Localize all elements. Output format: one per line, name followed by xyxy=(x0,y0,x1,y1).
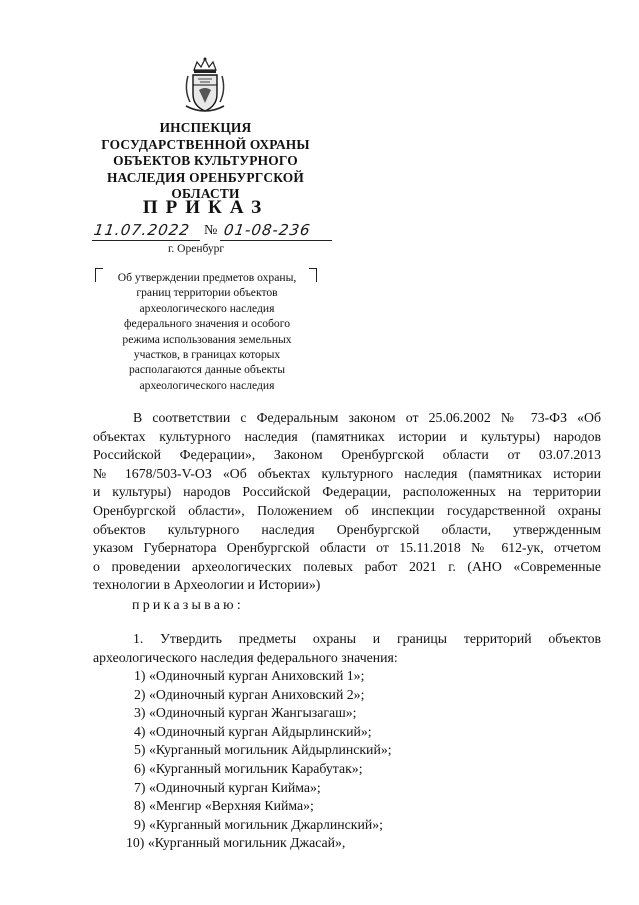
paragraph-line: указом Губернатора Оренбургской области от 15.11.2018 № 612-ук, отчетом xyxy=(93,540,601,556)
list-item: 8) «Менгир «Верхняя Кийма»; xyxy=(134,798,314,814)
corner-bracket xyxy=(95,268,103,282)
date-underline xyxy=(92,240,200,241)
paragraph-line: Российской Федерации», Законом Оренбургской области от 03.07.2013 xyxy=(93,447,601,463)
paragraph-line: объектов культурного наследия Оренбургской области, утвержденным xyxy=(93,521,601,537)
authority-line: ГОСУДАРСТВЕННОЙ ОХРАНЫ xyxy=(101,136,310,152)
paragraph-line: о проведении археологических полевых работ 2021 г. (АНО «Современные xyxy=(93,558,601,574)
list-item: 5) «Курганный могильник Айдырлинский»; xyxy=(134,742,392,758)
heritage-sites-list xyxy=(126,667,392,853)
subject-line: археологического наследия xyxy=(139,301,275,315)
handwritten-order-number: 01-08-236 xyxy=(222,221,312,239)
subject-line: границ территории объектов xyxy=(136,286,278,300)
order-item-1 xyxy=(93,630,601,667)
orders-heading: приказываю: xyxy=(132,598,244,613)
list-item: 6) «Курганный могильник Карабутак»; xyxy=(134,760,363,776)
list-item: 2) «Одиночный курган Аниховский 2»; xyxy=(134,686,365,702)
city-name: г. Оренбург xyxy=(168,243,225,255)
authority-name xyxy=(88,120,323,203)
list-item: 10) «Курганный могильник Джасай», xyxy=(126,835,346,851)
corner-bracket xyxy=(309,268,317,282)
paragraph-line: археологического наследия федерального значения: xyxy=(93,649,398,665)
subject-line: Об утверждении предметов охраны, xyxy=(117,271,297,284)
document-type-title: ПРИКАЗ xyxy=(142,197,270,218)
subject-line: располагаются данные объекты xyxy=(128,363,286,377)
authority-line: ОБЪЕКТОВ КУЛЬТУРНОГО xyxy=(113,153,298,168)
paragraph-line: 1. Утвердить предметы охраны и границы территорий объектов xyxy=(133,631,601,646)
list-item: 4) «Одиночный курган Айдырлинский»; xyxy=(134,723,372,739)
authority-line: ИНСПЕКЦИЯ xyxy=(159,120,252,135)
paragraph-line: Оренбургской области», Положением об инспекции государственной охраны xyxy=(93,502,601,518)
number-underline xyxy=(220,240,332,241)
list-item: 1) «Одиночный курган Аниховский 1»; xyxy=(134,668,365,683)
paragraph-line: объектах культурного наследия (памятниках истории и культуры) народов xyxy=(93,428,601,444)
orenburg-coat-of-arms-icon xyxy=(180,56,230,116)
date-number-line xyxy=(92,221,337,243)
list-item: 7) «Одиночный курган Кийма»; xyxy=(134,779,321,795)
preamble-paragraph xyxy=(93,409,601,595)
paragraph-line: технологии в Археологии и Истории») xyxy=(93,577,321,593)
subject-line: археологического наследия xyxy=(139,378,275,392)
authority-line: ОБЛАСТИ xyxy=(171,186,240,201)
paragraph-line: В соответствии с Федеральным законом от 25.06.2002 № 73-ФЗ «Об xyxy=(133,410,601,425)
subject-line: участков, в границах которых xyxy=(133,348,281,362)
list-item: 9) «Курганный могильник Джарлинский»; xyxy=(134,816,383,832)
subject-line: федерального значения и особого xyxy=(123,317,290,331)
paragraph-line: и культуры) народов Российской Федерации, расположенных на территории xyxy=(93,484,601,500)
authority-line: НАСЛЕДИЯ ОРЕНБУРГСКОЙ xyxy=(106,169,305,185)
number-sign: № xyxy=(204,223,218,238)
handwritten-date: 11.07.2022 xyxy=(92,221,192,239)
paragraph-line: № 1678/503-V-ОЗ «Об объектах культурного наследия (памятниках истории xyxy=(93,465,601,481)
order-subject xyxy=(104,270,310,393)
list-item: 3) «Одиночный курган Жангызагаш»; xyxy=(134,705,357,721)
subject-line: режима использования земельных xyxy=(122,332,292,346)
